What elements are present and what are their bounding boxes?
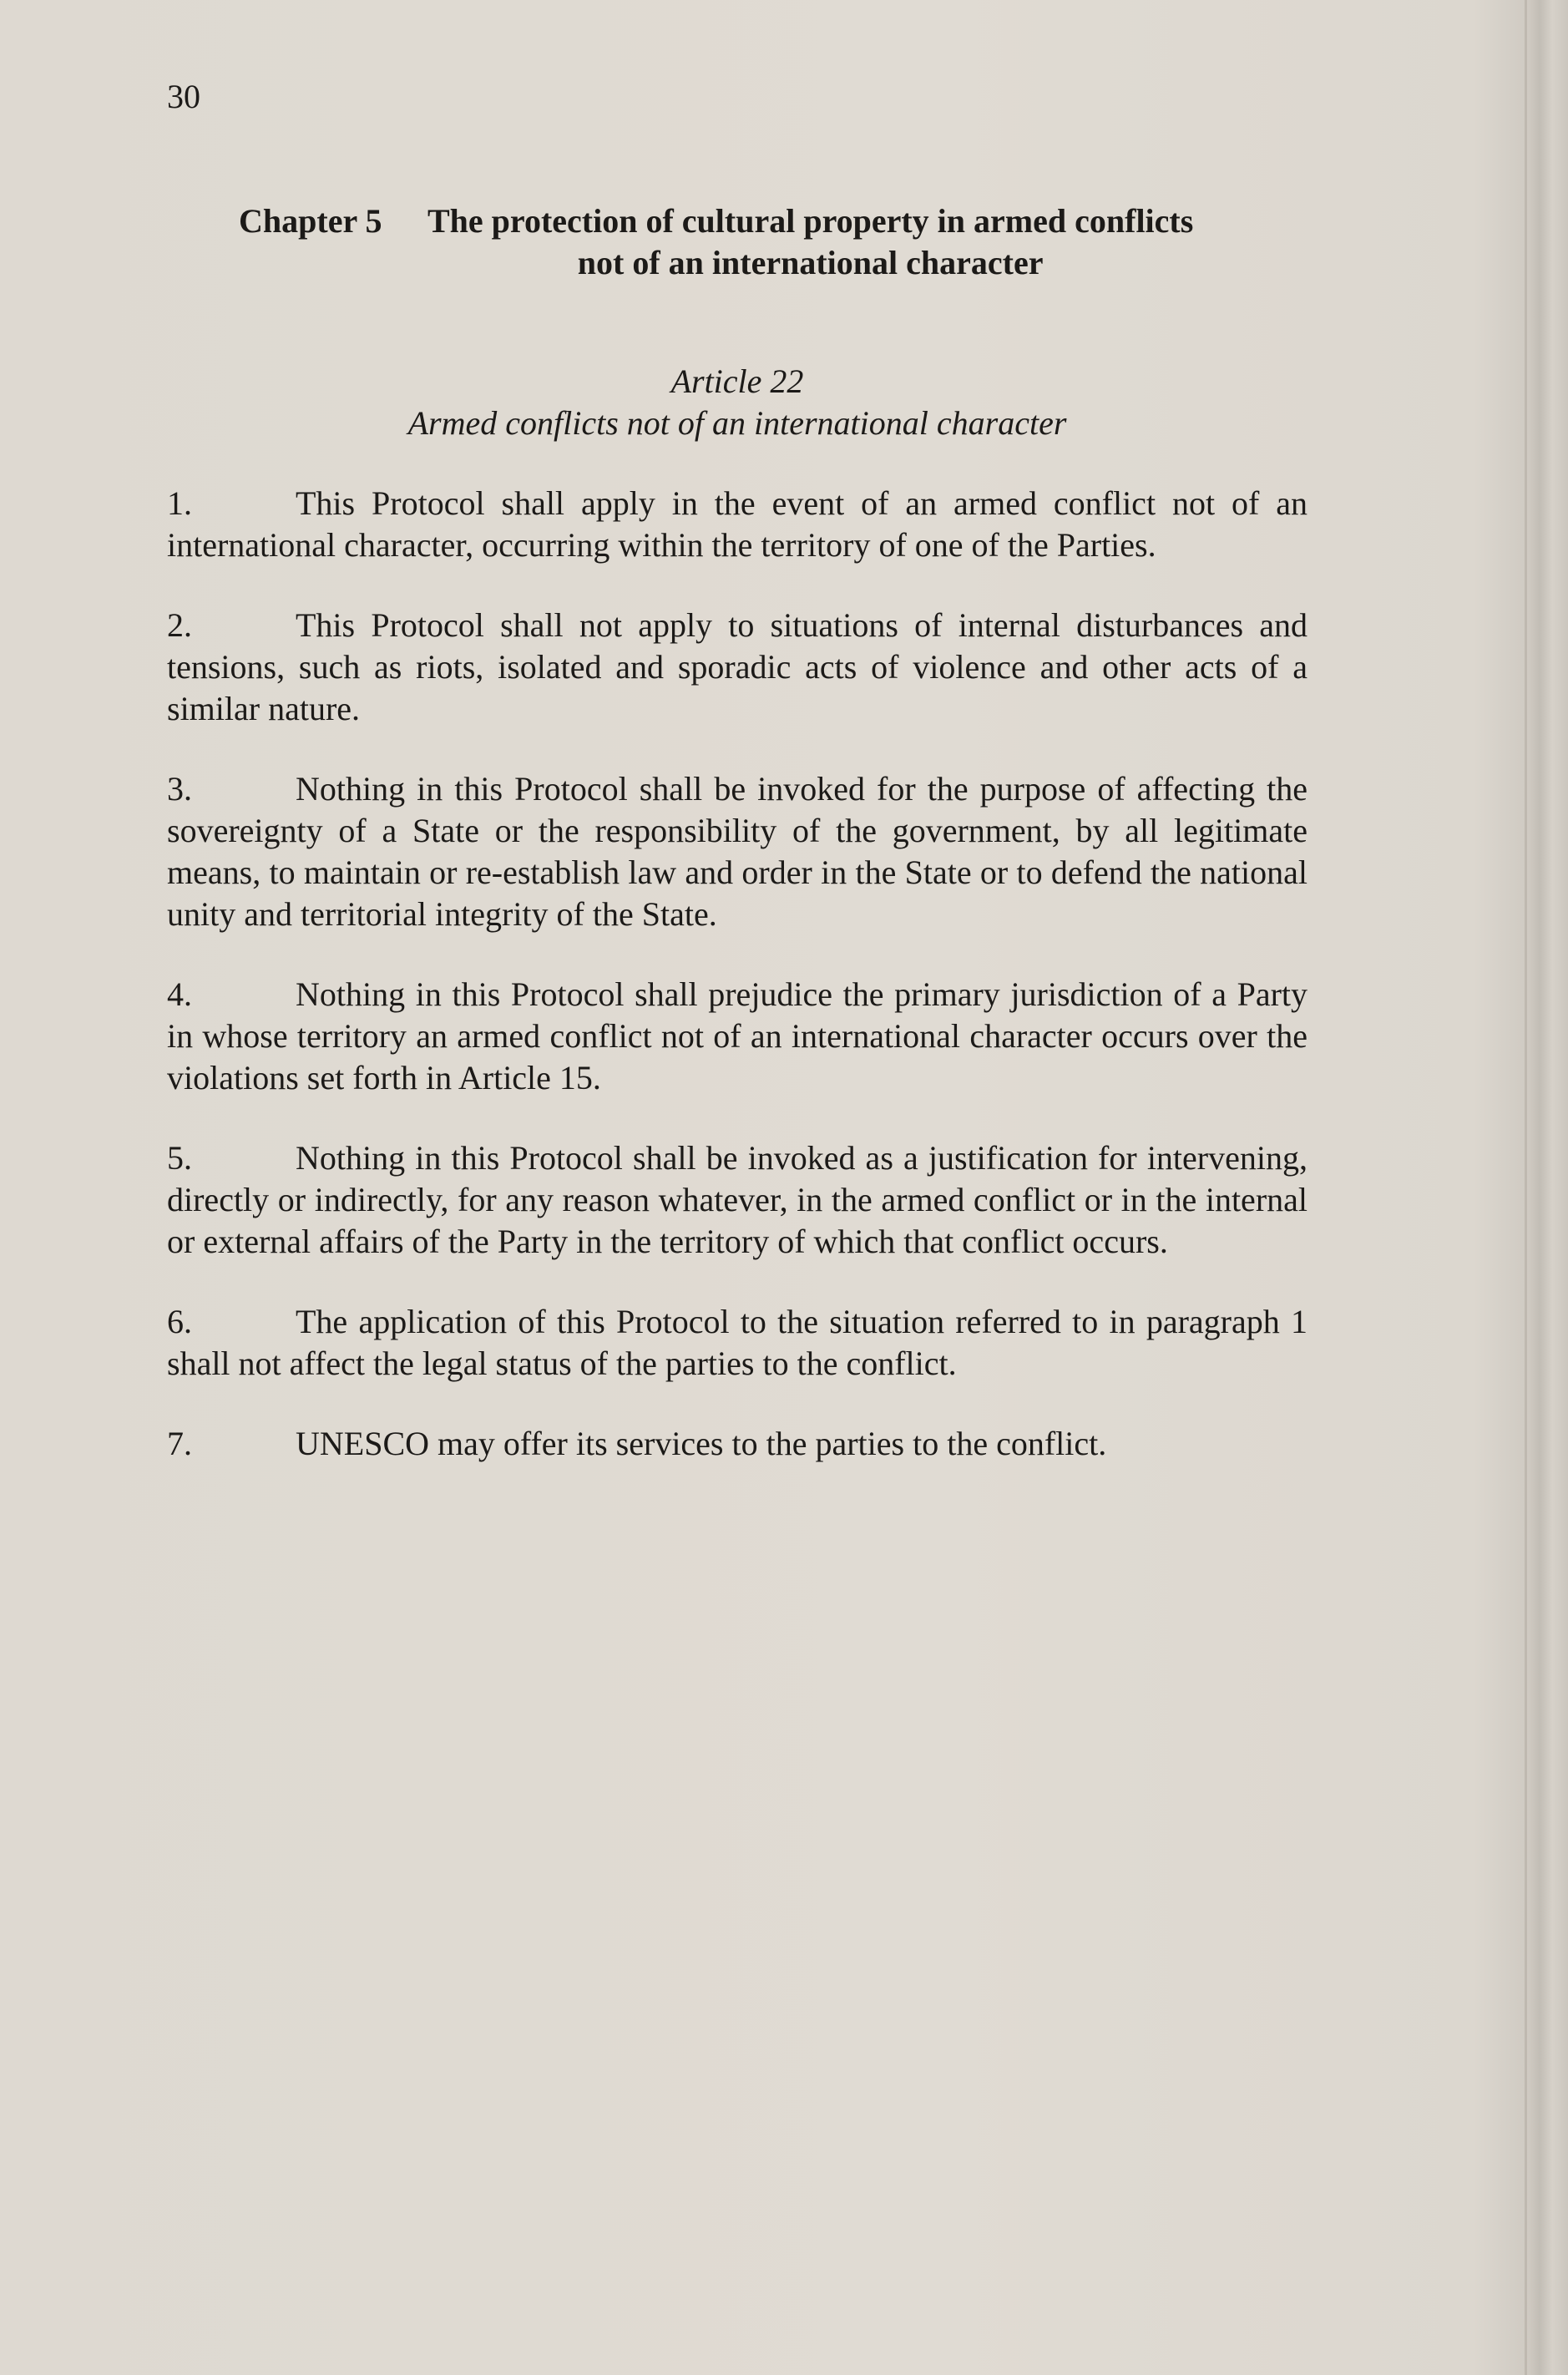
paragraph-6 [167, 1301, 1308, 1385]
article-number: Article 22 [670, 362, 804, 400]
paragraph-5 [167, 1137, 1308, 1263]
article-paragraphs [167, 483, 1308, 1503]
paragraph-number: 3. [167, 770, 192, 808]
paragraph-number: 2. [167, 606, 192, 644]
paragraph-text: Nothing in this Protocol shall prejudice the primary jurisdiction of a Party in whose territory an armed conflict not of an international character occurs over the violations set forth in Article 15. [167, 975, 1308, 1096]
paragraph-1 [167, 483, 1308, 566]
chapter-heading [239, 200, 1324, 284]
chapter-title-line-1: The protection of cultural property in armed conflicts [427, 202, 1194, 240]
paragraph-text: The application of this Protocol to the situation referred to in paragraph 1 shall not affect the legal status of the parties to the conflict. [167, 1303, 1308, 1382]
article-title: Armed conflicts not of an international character [407, 404, 1067, 442]
paragraph-text: UNESCO may offer its services to the parties to the conflict. [296, 1425, 1107, 1462]
paragraph-number: 1. [167, 484, 192, 522]
paragraph-number: 5. [167, 1139, 192, 1177]
paragraph-3 [167, 768, 1308, 935]
paragraph-text: This Protocol shall not apply to situations of internal disturbances and tensions, such as riots, isolated and sporadic acts of violence and other acts of a similar nature. [167, 606, 1308, 727]
paragraph-7 [167, 1423, 1308, 1465]
article-heading [167, 361, 1308, 444]
page-edge-shadow [1525, 0, 1527, 2375]
paragraph-4 [167, 974, 1308, 1099]
paragraph-number: 7. [167, 1425, 192, 1462]
paragraph-text: Nothing in this Protocol shall be invoked as a justification for intervening, directly or indirectly, for any reason whatever, in the armed conflict or in the internal or external affairs of the Party in the territory of which that conflict occurs. [167, 1139, 1308, 1260]
paragraph-number: 6. [167, 1303, 192, 1340]
paragraph-2 [167, 605, 1308, 730]
page-number: 30 [167, 78, 200, 115]
chapter-title [427, 200, 1193, 284]
chapter-title-line-2: not of an international character [577, 244, 1044, 281]
chapter-label: Chapter 5 [239, 202, 382, 240]
paragraph-text: This Protocol shall apply in the event of an armed conflict not of an international character, occurring within the territory of one of the Parties. [167, 484, 1308, 564]
paragraph-text: Nothing in this Protocol shall be invoked for the purpose of affecting the sovereignty of a State or the responsibility of the government, by all legitimate means, to maintain or re-establish law and order in the State or to defend the national unity and territorial integrity of the State. [167, 770, 1308, 933]
paragraph-number: 4. [167, 975, 192, 1013]
